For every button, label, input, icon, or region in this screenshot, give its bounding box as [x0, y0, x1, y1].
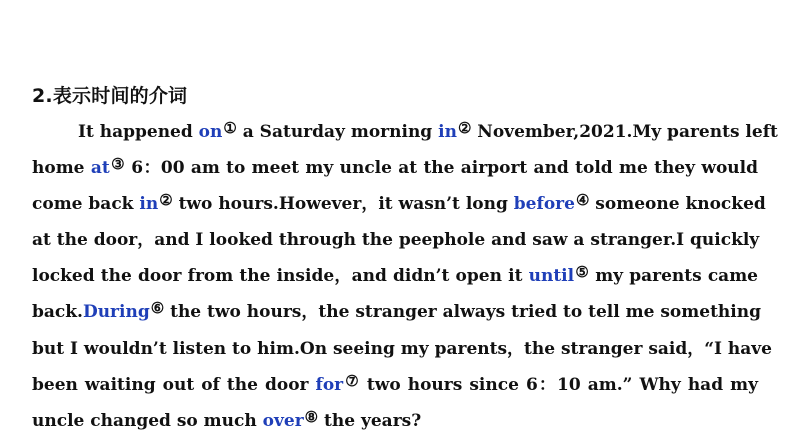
circled-number-marker: ① [223, 119, 237, 137]
preposition-highlight: over [262, 411, 304, 431]
circled-number-marker: ② [457, 119, 472, 137]
text-segment: 6：00 am to meet my uncle at the airport and told me they would [124, 158, 758, 178]
text-segment: It happened [78, 122, 199, 142]
text-line [32, 157, 758, 179]
preposition-highlight: at [90, 158, 110, 178]
circled-number-marker: ⑧ [304, 408, 319, 426]
text-segment: two hours since 6：10 am.” Why had my [359, 375, 758, 395]
text-segment: uncle changed so much [32, 411, 263, 431]
text-segment: at the door，and I looked through the peephole and saw a stranger.I quickly [32, 230, 760, 250]
circled-number-marker: ④ [575, 191, 590, 209]
text-line [32, 191, 766, 215]
text-line [32, 338, 772, 360]
text-segment: my parents came [589, 266, 758, 286]
text-line [32, 374, 758, 396]
text-line [78, 119, 778, 143]
preposition-highlight: During [82, 302, 150, 322]
text-segment: but I wouldn’t listen to him.On seeing my parents，the stranger said，“I have [32, 339, 772, 359]
text-segment: the years? [318, 411, 422, 431]
text-segment: home [32, 158, 91, 178]
circled-number-marker: ⑥ [150, 299, 165, 317]
circled-number-marker: ② [159, 191, 173, 209]
circled-number-marker: ⑤ [575, 263, 590, 281]
text-segment: been waiting out of the door [32, 375, 316, 395]
text-line [32, 229, 758, 251]
text-segment: locked the door from the inside，and didn’t open it [32, 266, 529, 286]
text-segment: November,2021.My parents left [471, 122, 778, 142]
text-segment: two hours.However，it wasn’t long [172, 194, 514, 214]
text-line [32, 265, 758, 287]
preposition-highlight: until [528, 266, 575, 286]
text-segment: come back [32, 194, 140, 214]
text-segment: the two hours，the stranger always tried to tell me something [164, 302, 761, 322]
circled-number-marker: ③ [110, 155, 125, 173]
preposition-highlight: for [315, 375, 344, 395]
section-heading: 2.表示时间的介词 [32, 85, 188, 107]
text-segment: back. [32, 302, 83, 322]
preposition-highlight: in [139, 194, 159, 214]
text-segment: a Saturday morning [236, 122, 439, 142]
preposition-highlight: in [438, 122, 457, 142]
preposition-highlight: before [513, 194, 575, 214]
text-line [32, 299, 761, 323]
circled-number-marker: ⑦ [344, 372, 360, 390]
text-segment: someone knocked [589, 194, 766, 214]
text-line [32, 410, 758, 432]
preposition-highlight: on [198, 122, 223, 142]
